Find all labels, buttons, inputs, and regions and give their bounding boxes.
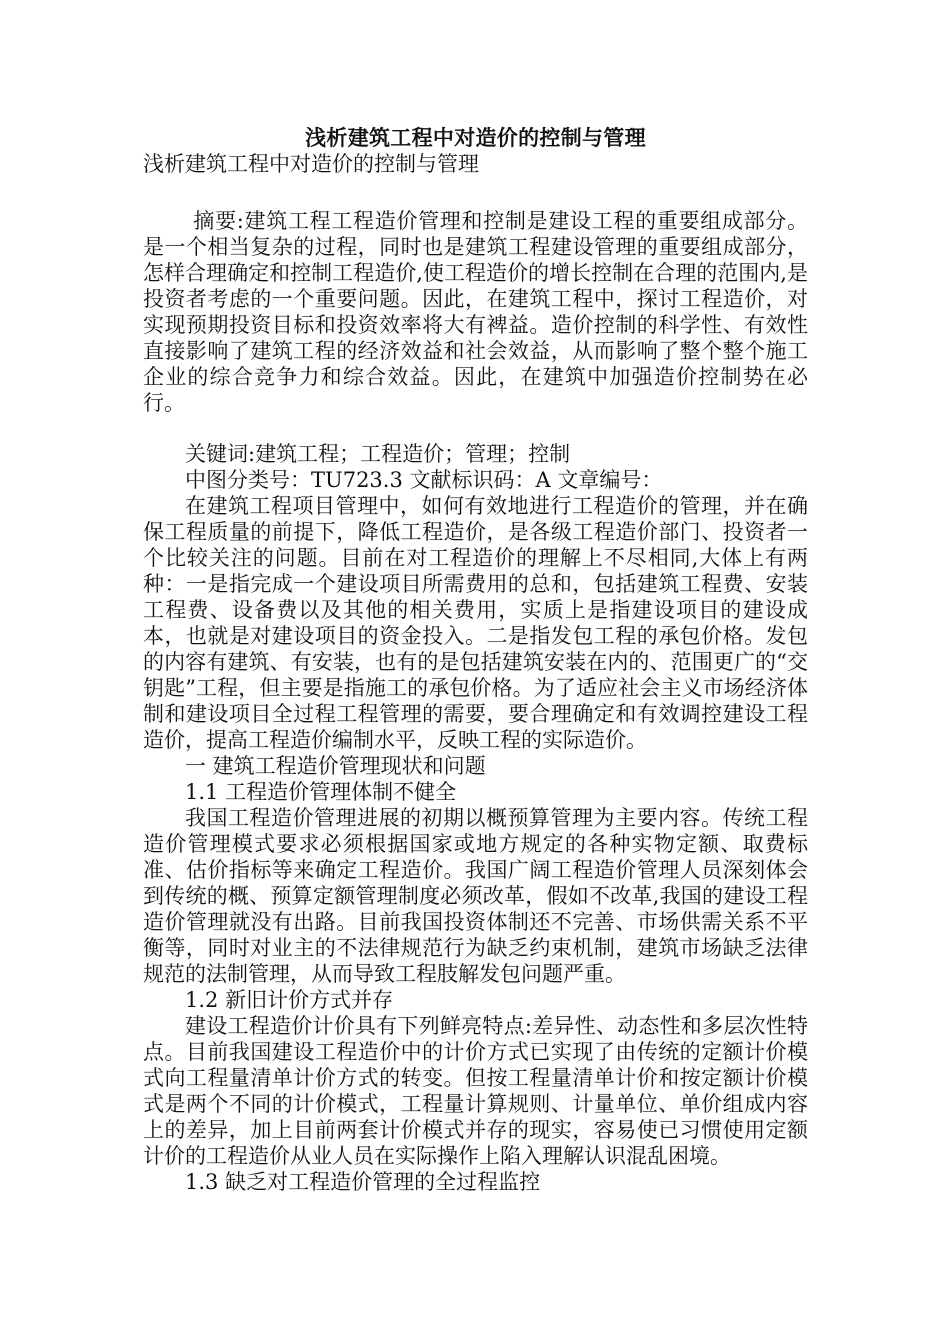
intro-paragraph: 在建筑工程项目管理中，如何有效地进行工程造价的管理，并在确保工程质量的前提下，降低工程造价，是各级工程造价部门、投资者一个比较关注的问题。目前在对工程造价的理解上不尽相同,大体上有两种：一是指完成一个建设项目所需费用的总和，包括建筑工程费、安装工程费、设备费以及其他的相关费用，实质上是指建设项目的建设成本，也就是对建设项目的资金投入。二是指发包工程的承包价格。发包的内容有建筑、有安装，也有的是包括建筑安装在内的、范围更广的“交钥匙”工程，但主要是指施工的承包价格。为了适应社会主义市场经济体制和建设项目全过程工程管理的需要，要合理确定和有效调控建设工程造价，提高工程造价编制水平，反映工程的实际造价。: [143, 494, 808, 752]
section-1-2-paragraph: 建设工程造价计价具有下列鲜亮特点:差异性、动态性和多层次性特点。目前我国建设工程造价中的计价方式已实现了由传统的定额计价模式向工程量清单计价方式的转变。但按工程量清单计价和按定额计价模式是两个不同的计价模式，工程量计算规则、计量单位、单价组成内容上的差异，加上目前两套计价模式并存的现实，容易使已习惯使用定额计价的工程造价从业人员在实际操作上陷入理解认识混乱困境。: [143, 1014, 808, 1168]
document-page: [143, 125, 808, 1195]
classification-line: 中图分类号：TU723.3 文献标识码：A 文章编号：: [185, 468, 663, 492]
abstract-paragraph: 摘要:建筑工程工程造价管理和控制是建设工程的重要组成部分。是一个相当复杂的过程，同时也是建筑工程建设管理的重要组成部分，怎样合理确定和控制工程造价,使工程造价的增长控制在合理的范围内,是投资者考虑的一个重要问题。因此，在建筑工程中，探讨工程造价，对实现预期投资目标和投资效率将大有裨益。造价控制的科学性、有效性直接影响了建筑工程的经济效益和社会效益，从而影响了整个整个施工企业的综合竞争力和综合效益。因此，在建筑中加强造价控制势在必行。: [143, 209, 808, 415]
document-title: 浅析建筑工程中对造价的控制与管理: [305, 126, 646, 150]
keywords-line: 关键词:建筑工程；工程造价；管理；控制: [185, 442, 571, 466]
section-1-1-heading: 1.1 工程造价管理体制不健全: [185, 780, 457, 804]
section-1-1-paragraph: 我国工程造价管理进展的初期以概预算管理为主要内容。传统工程造价管理模式要求必须根据国家或地方规定的各种实物定额、取费标准、估价指标等来确定工程造价。我国广阔工程造价管理人员深刻体会到传统的概、预算定额管理制度必须改革，假如不改革,我国的建设工程造价管理就没有出路。目前我国投资体制还不完善、市场供需关系不平衡等，同时对业主的不法律规范行为缺乏约束机制，建筑市场缺乏法律规范的法制管理，从而导致工程肢解发包问题严重。: [143, 806, 808, 986]
section-1-2-heading: 1.2 新旧计价方式并存: [185, 988, 394, 1012]
section-1-heading: 一 建筑工程造价管理现状和问题: [185, 754, 486, 778]
document-subtitle: 浅析建筑工程中对造价的控制与管理: [143, 152, 479, 176]
section-1-3-heading: 1.3 缺乏对工程造价管理的全过程监控: [185, 1170, 541, 1194]
